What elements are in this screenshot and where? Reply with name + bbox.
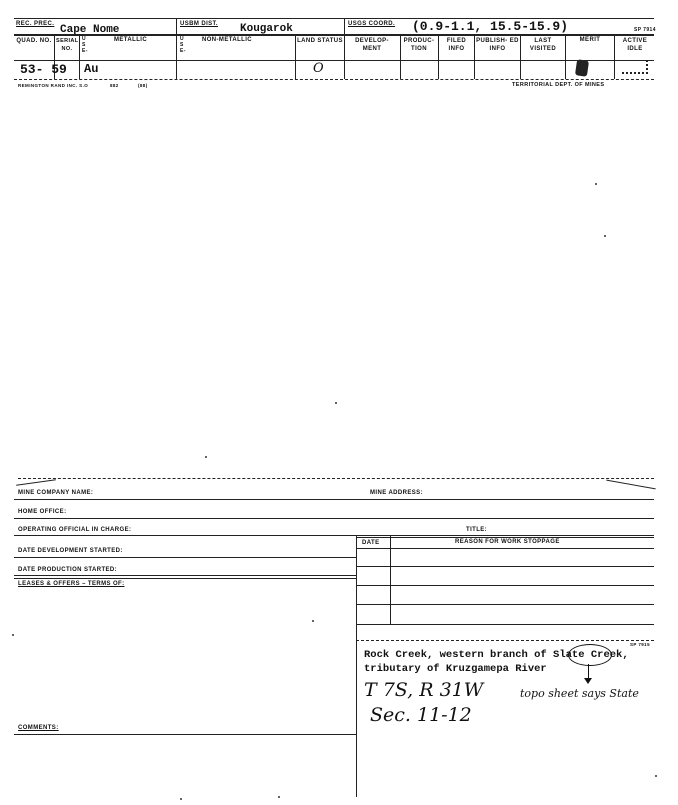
stray-speck (655, 775, 657, 777)
col-quad-no: QUAD. NO. (16, 38, 52, 44)
date-production-started-label: DATE PRODUCTION STARTED: (18, 567, 118, 573)
quad-serial-value: 53- 59 (20, 62, 67, 77)
home-office-label: HOME OFFICE: (18, 509, 67, 515)
form-number-front: SP 7914 (634, 27, 656, 33)
stray-speck (12, 634, 14, 636)
col-published-info: PUBLISH- ED INFO (476, 38, 519, 52)
form-number-back: SP 7915 (630, 642, 650, 647)
date-column-header: DATE (362, 540, 380, 546)
col-merit: MERIT (579, 37, 601, 43)
stray-speck (312, 620, 314, 622)
col-metallic: METALLIC (114, 37, 148, 43)
footer-printer: REMINGTON RAND INC. S.O (18, 83, 89, 88)
col-last-visited: LAST VISITED (529, 38, 557, 52)
reason-column-header: REASON FOR WORK STOPPAGE (455, 539, 560, 545)
footer-paren: (88) (138, 83, 148, 88)
down-arrow-head (584, 678, 592, 684)
stray-speck (278, 796, 280, 798)
location-note-line2: tributary of Kruzgamepa River (364, 663, 547, 675)
col-development: DEVELOP- MENT (355, 38, 389, 52)
active-ink-mark (622, 60, 648, 74)
col-land-status: LAND STATUS (297, 38, 343, 44)
col-use-marks-2: U S E- (180, 36, 186, 54)
handwritten-topo-note: topo sheet says State (520, 687, 639, 700)
stray-speck (335, 402, 337, 404)
slant-line-right (606, 480, 655, 490)
footer-territorial: TERRITORIAL DEPT. OF MINES (512, 82, 605, 88)
usgs-coord-label: USGS COORD. (348, 21, 396, 27)
stray-speck (180, 798, 182, 800)
mine-company-name-label: MINE COMPANY NAME: (18, 490, 94, 496)
col-active-idle: ACTIVE IDLE (622, 38, 648, 52)
col-serial-no: SERIAL NO. (56, 38, 79, 52)
usgs-coord-value: (0.9-1.1, 15.5-15.9) (412, 19, 569, 34)
rec-prec-label: REC. PREC. (16, 21, 55, 27)
usbm-dist-value: Kougarok (240, 23, 293, 35)
leases-offers-label: LEASES & OFFERS – TERMS OF: (18, 581, 125, 587)
col-filed-info: FILED INFO (446, 38, 467, 52)
rec-prec-value: Cape Nome (60, 24, 120, 36)
merit-ink-mark (575, 59, 589, 77)
col-use-marks: U S E- (82, 36, 88, 54)
mine-address-label: MINE ADDRESS: (370, 490, 423, 496)
comments-label: COMMENTS: (18, 725, 59, 731)
slant-line-left (16, 479, 56, 486)
location-note-line1: Rock Creek, western branch of Slate Creek, (364, 649, 629, 661)
title-label: TITLE: (466, 527, 488, 533)
col-production: PRODUC- TION (403, 38, 435, 52)
stray-speck (595, 183, 597, 185)
land-status-value: O (313, 61, 324, 76)
usbm-dist-label: USBM DIST. (180, 21, 219, 27)
handwritten-section: Sec. 11-12 (370, 704, 472, 726)
col-non-metallic: NON-METALLIC (202, 37, 253, 43)
metallic-value: Au (84, 62, 99, 76)
stray-speck (604, 235, 606, 237)
handwritten-township-range: T 7S, R 31W (364, 679, 484, 701)
stray-speck (205, 456, 207, 458)
footer-code: 882 (110, 83, 119, 88)
date-development-started-label: DATE DEVELOPMENT STARTED: (18, 548, 123, 554)
operating-official-label: OPERATING OFFICIAL IN CHARGE: (18, 527, 132, 533)
slate-circle (568, 644, 612, 666)
